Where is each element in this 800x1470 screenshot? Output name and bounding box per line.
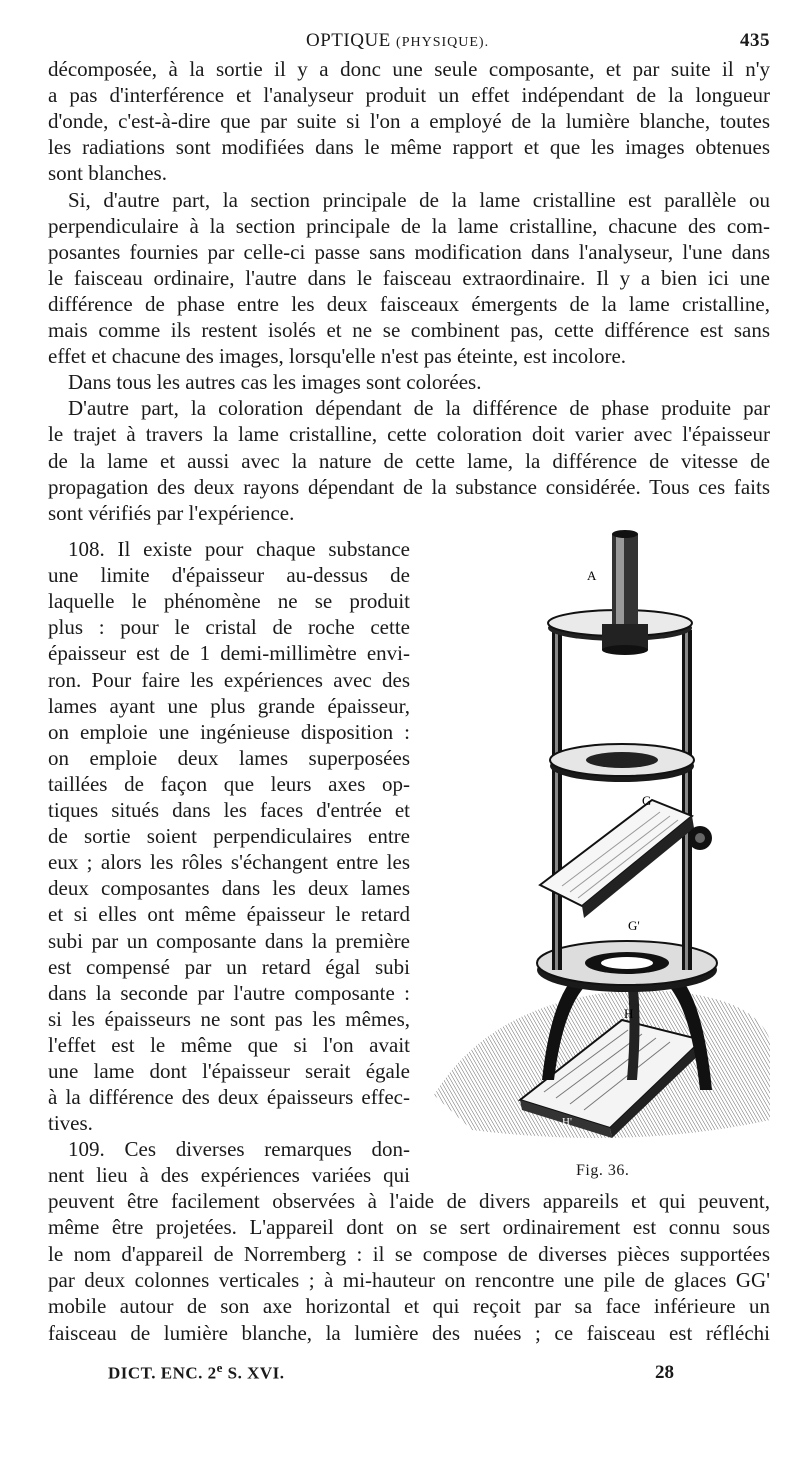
footer-signature-sup: e: [216, 1360, 223, 1375]
page-number: 435: [740, 30, 770, 51]
text-line: nent lieu à des expériences variées qui: [48, 1163, 410, 1188]
text-line: plus : pour le cristal de roche cette: [48, 615, 410, 640]
text-line: faisceau de lumière blanche, la lumière des nuées ; ce faisceau est réfléchi: [48, 1320, 770, 1345]
text-line: deux composantes dans les deux lames: [48, 876, 410, 901]
text-line: une lame dont l'épaisseur serait égale: [48, 1059, 410, 1083]
running-title: [306, 30, 489, 52]
text-line: taillées de façon que leurs axes op-: [48, 771, 410, 796]
label-h-prime: H': [562, 1116, 572, 1128]
text-line: 108. Il existe pour chaque substance: [68, 537, 410, 561]
label-a: A: [587, 568, 597, 583]
text-line: on emploie une ingénieuse disposition :: [48, 719, 410, 744]
label-g: G: [642, 793, 652, 808]
text-line: subi par un composante dans la première: [48, 928, 410, 953]
text-line: on emploie deux lames superposées: [48, 745, 410, 770]
text-line: dans la seconde par l'autre composante :: [48, 980, 410, 1005]
text-line: différence de phase entre les deux faisceaux émergents de la lame cristalline,: [48, 291, 770, 316]
text-line: sont blanches.: [48, 161, 167, 186]
figure-caption: Fig. 36.: [576, 1162, 630, 1179]
text-line: le faisceau ordinaire, l'autre dans le faisceau extraordinaire. Il y a bien ici une: [48, 265, 770, 290]
text-line: ron. Pour faire les expériences avec des: [48, 667, 410, 692]
text-line: le trajet à travers la lame cristalline, cette coloration doit varier avec l'épaisseur: [48, 422, 770, 447]
text-line: est compensé par un retard égal subi: [48, 954, 410, 979]
text-line: de sortie soient perpendiculaires entre: [48, 824, 410, 849]
text-line: sont vérifiés par l'expérience.: [48, 500, 295, 525]
norremberg-apparatus-figure: [432, 520, 772, 1150]
text-line: l'effet est le même que si l'on avait: [48, 1032, 410, 1057]
text-line: eux ; alors les rôles s'échangent entre les: [48, 850, 410, 875]
text-line: Si, d'autre part, la section principale de la lame cristalline est parallèle ou: [68, 187, 770, 212]
text-line: perpendiculaire à la section principale de la lame cristalline, chacune des com-: [48, 213, 770, 238]
footer-signature: [108, 1360, 285, 1384]
text-line: mais comme ils restent isolés et ne se combinent pas, cette différence est sans: [48, 318, 770, 342]
text-line: mobile autour de son axe horizontal et qui reçoit par sa face inférieure un: [48, 1294, 770, 1319]
text-line: 109. Ces diverses remarques don-: [68, 1137, 410, 1162]
text-line: épaisseur est de 1 demi-millimètre envi-: [48, 641, 410, 666]
text-line: de la lame et aussi avec la nature de cette lame, la différence de vitesse de: [48, 448, 770, 473]
text-line: effet et chacune des images, lorsqu'elle n'est pas éteinte, est incolore.: [48, 344, 627, 369]
text-line: le nom d'appareil de Norremberg : il se compose de diverses pièces supportées: [48, 1241, 770, 1266]
label-h: H: [624, 1006, 634, 1021]
text-line: à la différence des deux épaisseurs effec-: [48, 1085, 410, 1110]
text-line: laquelle le phénomène ne se produit: [48, 589, 410, 614]
footer-signature-b: S. XVI.: [222, 1363, 285, 1383]
text-line: posantes fournies par celle-ci passe sans modification dans l'analyseur, l'une dans: [48, 239, 770, 264]
text-line: d'onde, c'est-à-dire que par suite si l'on a employé de la lumière blanche, toutes: [48, 109, 770, 134]
label-g-prime: G': [628, 918, 640, 933]
text-line: si les épaisseurs ne sont pas les mêmes,: [48, 1006, 410, 1031]
text-line: a pas d'interférence et l'analyseur produit un effet indépendant de la longueur: [48, 83, 770, 108]
text-line: par deux colonnes verticales ; à mi-hauteur on rencontre une pile de glaces GG': [48, 1267, 770, 1292]
apparatus-engraving: [432, 520, 772, 1150]
text-line: décomposée, à la sortie il y a donc une seule composante, et par suite il n'y: [48, 57, 770, 81]
running-title-sub: (PHYSIQUE).: [396, 35, 490, 50]
footer-signature-a: DICT. ENC. 2: [108, 1363, 217, 1383]
running-title-main: OPTIQUE: [306, 30, 391, 51]
text-line: lames ayant une plus grande épaisseur,: [48, 693, 410, 718]
text-line: même être projetées. L'appareil dont on se sert ordinairement est connu sous: [48, 1215, 770, 1240]
text-line: D'autre part, la coloration dépendant de la différence de phase produite par: [68, 396, 770, 421]
text-line: tiques situés dans les faces d'entrée et: [48, 798, 410, 822]
text-line: les radiations sont modifiées dans le même rapport et que les images obtenues: [48, 135, 770, 160]
text-line: et si elles ont même épaisseur le retard: [48, 902, 410, 927]
text-line: propagation des deux rayons dépendant de la substance considérée. Tous ces faits: [48, 474, 770, 499]
text-line: tives.: [48, 1111, 93, 1136]
text-line: Dans tous les autres cas les images sont colorées.: [68, 370, 482, 395]
signature-number: 28: [655, 1362, 674, 1383]
text-line: peuvent être facilement observées à l'aide de divers appareils et qui peuvent,: [48, 1189, 770, 1213]
text-line: une limite d'épaisseur au-dessus de: [48, 563, 410, 588]
